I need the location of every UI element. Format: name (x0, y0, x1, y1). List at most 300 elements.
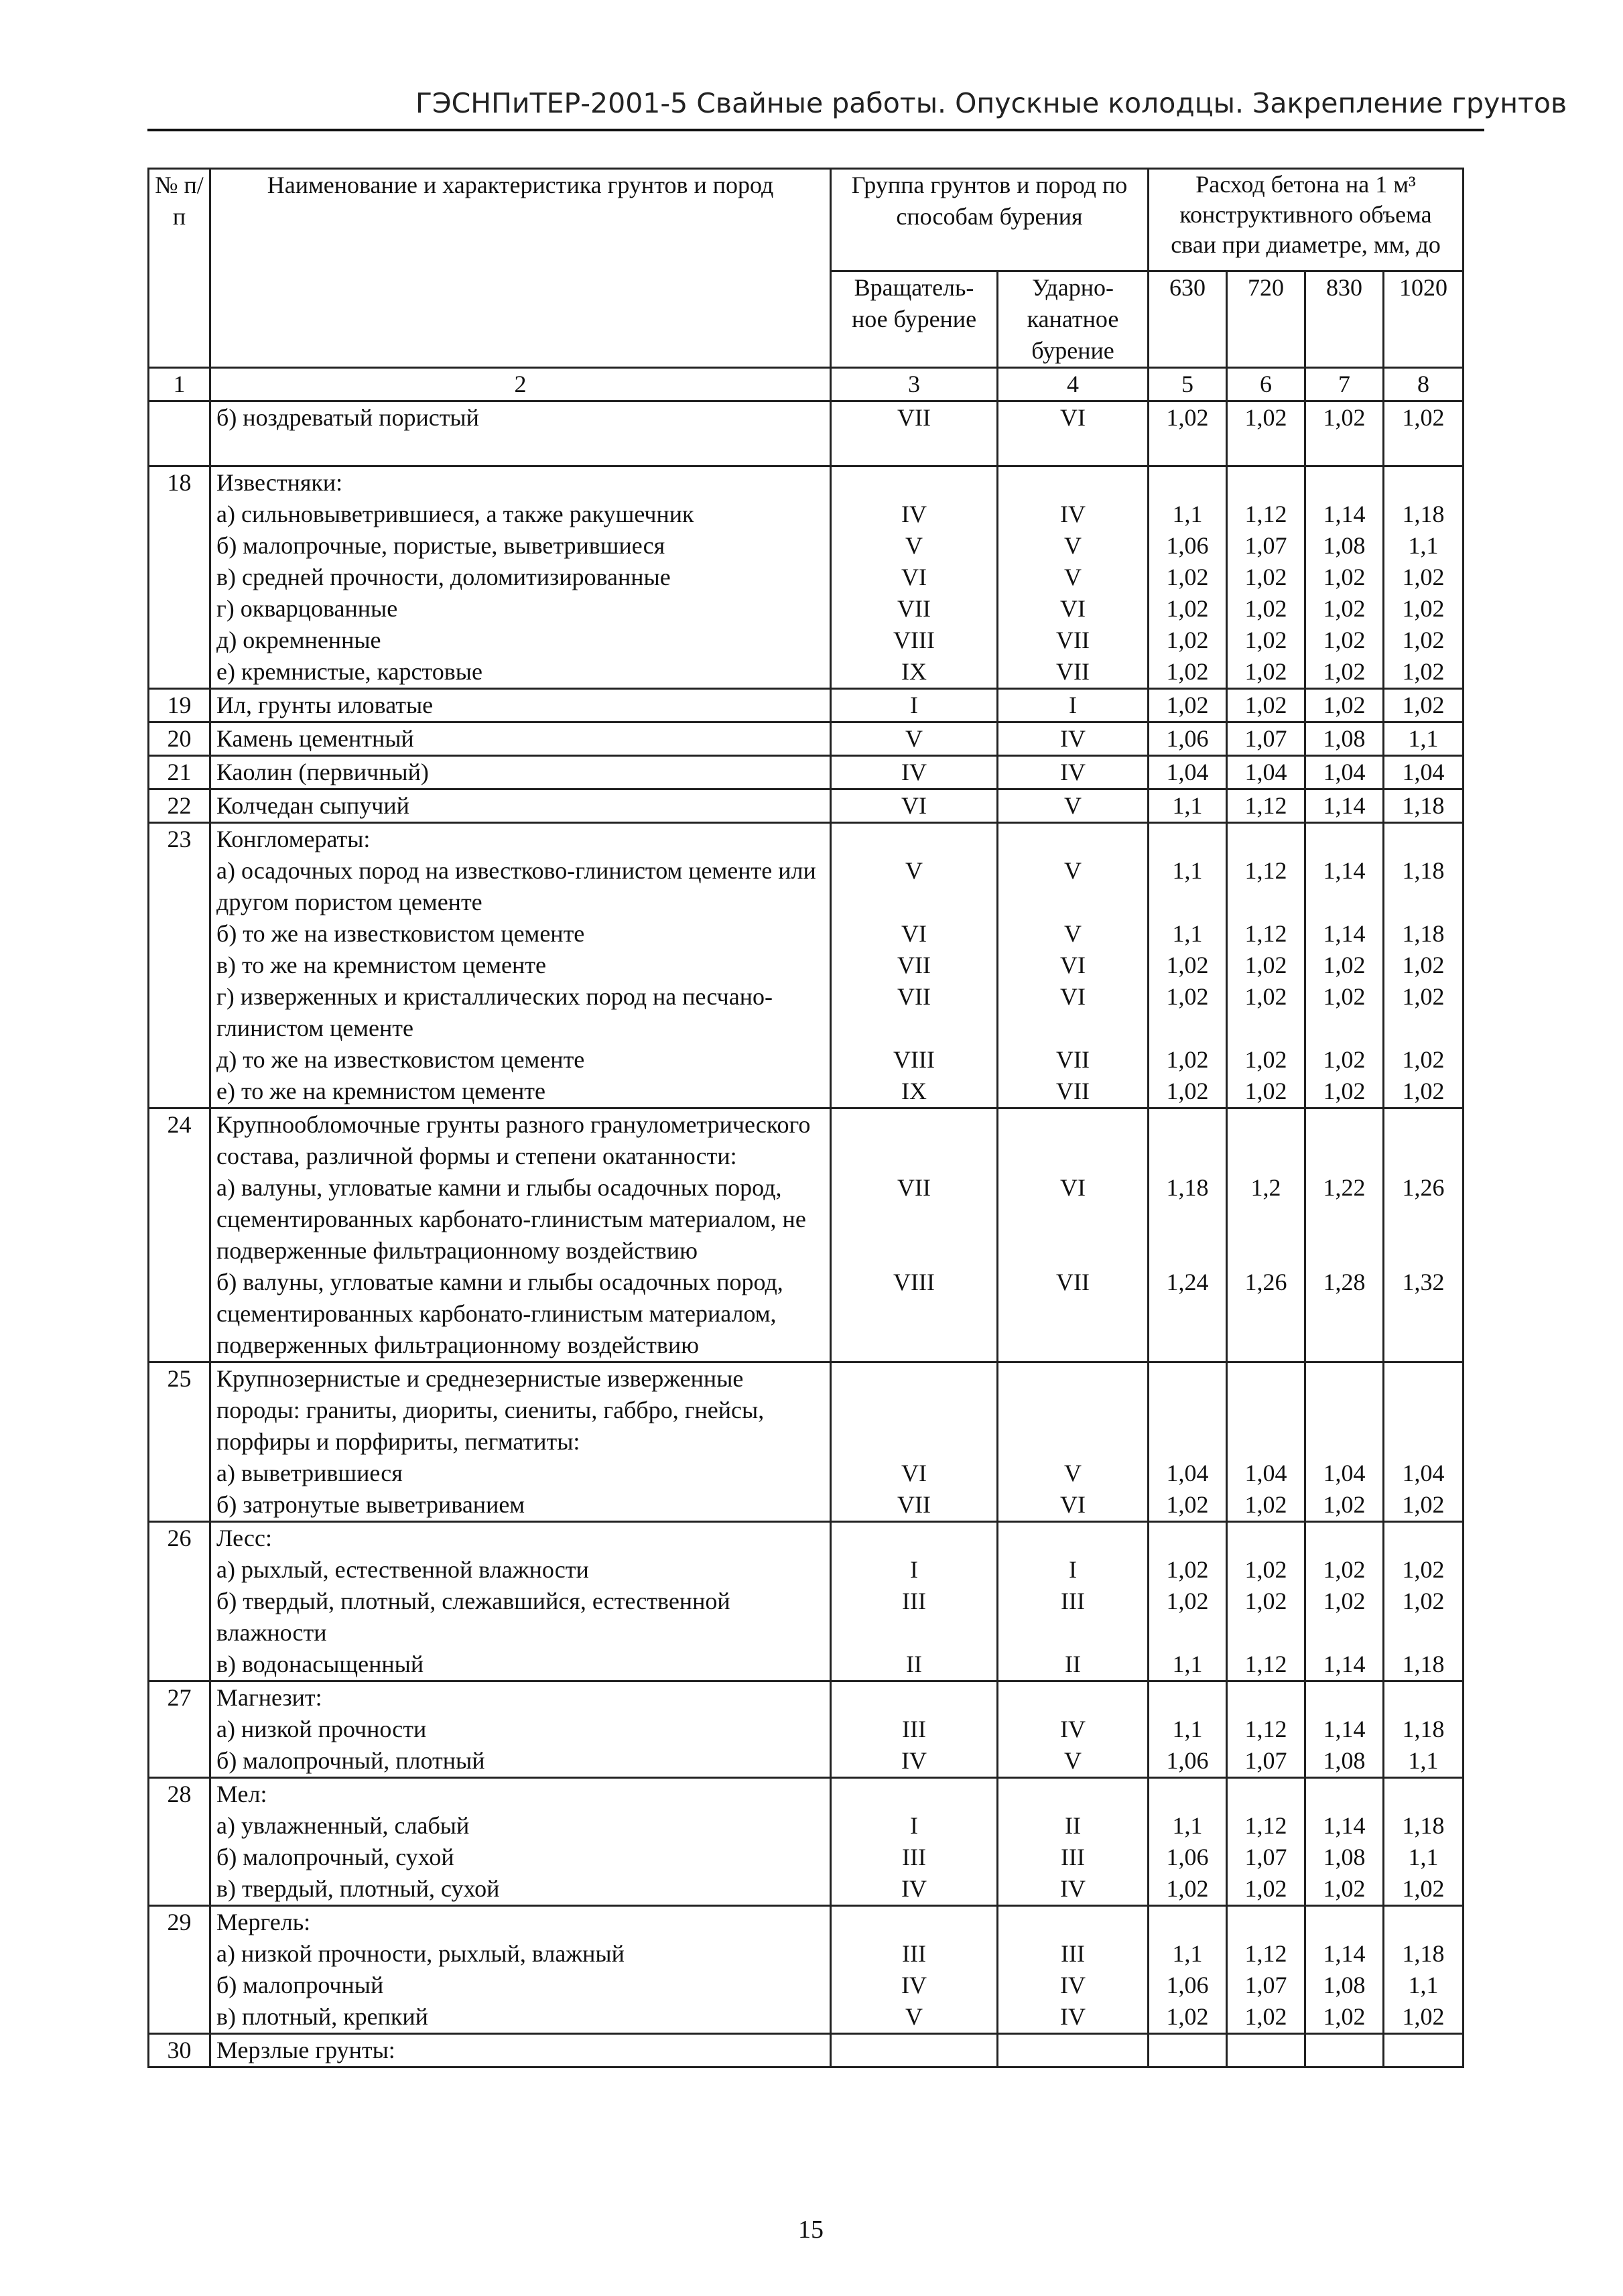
row-number (149, 1938, 210, 1970)
row-d630 (1149, 434, 1227, 466)
table-row (149, 1267, 1464, 1362)
row-number: 25 (149, 1362, 210, 1458)
row-number: 27 (149, 1681, 210, 1714)
row-number (149, 1970, 210, 2001)
row-d1020: 1,18 (1384, 1938, 1464, 1970)
row-name: а) увлажненный, слабый (210, 1810, 831, 1842)
row-name: в) плотный, крепкий (210, 2001, 831, 2034)
row-percussion: IV (998, 1714, 1149, 1745)
row-d720: 1,12 (1227, 1714, 1305, 1745)
row-d1020: 1,18 (1384, 1810, 1464, 1842)
col-number: 6 (1227, 368, 1305, 401)
row-percussion: II (998, 1649, 1149, 1681)
row-d720: 1,07 (1227, 1970, 1305, 2001)
row-number: 19 (149, 689, 210, 722)
row-number (149, 656, 210, 689)
row-d1020: 1,18 (1384, 1649, 1464, 1681)
row-d720: 1,02 (1227, 1554, 1305, 1586)
row-rotary (831, 1522, 998, 1555)
header-rotary: Вращатель-ное бурение (831, 271, 998, 368)
row-d630: 1,02 (1149, 981, 1227, 1044)
row-percussion: VII (998, 625, 1149, 656)
row-d1020 (1384, 1906, 1464, 1939)
row-d830: 1,28 (1305, 1267, 1384, 1362)
row-d1020: 1,02 (1384, 981, 1464, 1044)
row-name: Ил, грунты иловатые (210, 689, 831, 722)
row-name: Крупнообломочные грунты разного гранулометрического состава, различной формы и степени окатанности: (210, 1108, 831, 1173)
row-rotary: V (831, 855, 998, 918)
row-d830: 1,04 (1305, 1458, 1384, 1489)
row-d720 (1227, 466, 1305, 499)
row-d720: 1,07 (1227, 1745, 1305, 1778)
row-d830 (1305, 434, 1384, 466)
row-d630: 1,02 (1149, 1044, 1227, 1076)
row-d1020: 1,02 (1384, 593, 1464, 625)
row-percussion: VI (998, 950, 1149, 981)
row-rotary: VII (831, 401, 998, 434)
row-d830: 1,08 (1305, 1745, 1384, 1778)
row-name: Камень цементный (210, 722, 831, 756)
row-d1020: 1,18 (1384, 789, 1464, 823)
row-d630: 1,02 (1149, 625, 1227, 656)
row-d830: 1,02 (1305, 950, 1384, 981)
row-percussion: V (998, 918, 1149, 950)
row-name: Мергель: (210, 1906, 831, 1939)
row-rotary: V (831, 722, 998, 756)
table-row (149, 625, 1464, 656)
row-rotary: I (831, 1554, 998, 1586)
row-d630: 1,06 (1149, 1842, 1227, 1873)
row-d630: 1,1 (1149, 855, 1227, 918)
row-d720 (1227, 1681, 1305, 1714)
row-d630: 1,1 (1149, 918, 1227, 950)
soil-concrete-table (147, 168, 1464, 2068)
row-d720: 1,12 (1227, 1938, 1305, 1970)
row-d630 (1149, 466, 1227, 499)
row-d1020: 1,04 (1384, 756, 1464, 789)
table-row (149, 499, 1464, 530)
row-percussion: IV (998, 722, 1149, 756)
row-d1020: 1,04 (1384, 1458, 1464, 1489)
row-d1020: 1,02 (1384, 1044, 1464, 1076)
row-d720: 1,02 (1227, 562, 1305, 593)
row-number (149, 1044, 210, 1076)
table-row (149, 1586, 1464, 1649)
table-row (149, 2034, 1464, 2067)
row-d720: 1,02 (1227, 1873, 1305, 1906)
header-d830: 830 (1305, 271, 1384, 368)
row-d630: 1,06 (1149, 1745, 1227, 1778)
row-percussion: VII (998, 1044, 1149, 1076)
row-d830: 1,02 (1305, 656, 1384, 689)
row-d1020: 1,02 (1384, 1554, 1464, 1586)
table-row (149, 1681, 1464, 1714)
row-name: г) изверженных и кристаллических пород на песчано-глинистом цементе (210, 981, 831, 1044)
header-name: Наименование и характеристика грунтов и пород (210, 169, 831, 368)
row-d830: 1,14 (1305, 855, 1384, 918)
table-row (149, 855, 1464, 918)
row-percussion: V (998, 562, 1149, 593)
row-rotary: V (831, 530, 998, 562)
row-d830: 1,02 (1305, 1489, 1384, 1522)
row-d630 (1149, 1362, 1227, 1458)
row-d1020 (1384, 823, 1464, 856)
row-d630: 1,1 (1149, 1714, 1227, 1745)
row-rotary (831, 466, 998, 499)
row-percussion: III (998, 1842, 1149, 1873)
table-row (149, 1172, 1464, 1267)
row-d720: 1,02 (1227, 593, 1305, 625)
row-rotary (831, 1362, 998, 1458)
row-rotary: IX (831, 1076, 998, 1108)
row-rotary: VIII (831, 625, 998, 656)
row-name: а) выветрившиеся (210, 1458, 831, 1489)
row-d1020: 1,02 (1384, 1076, 1464, 1108)
row-d830: 1,14 (1305, 499, 1384, 530)
row-percussion: VI (998, 401, 1149, 434)
table-row (149, 918, 1464, 950)
row-d720 (1227, 1108, 1305, 1173)
table-row (149, 1362, 1464, 1458)
row-d830: 1,02 (1305, 689, 1384, 722)
row-d630: 1,1 (1149, 789, 1227, 823)
row-number: 24 (149, 1108, 210, 1173)
row-rotary: IV (831, 1745, 998, 1778)
row-name: е) то же на кремнистом цементе (210, 1076, 831, 1108)
row-d830 (1305, 2034, 1384, 2067)
header-d630: 630 (1149, 271, 1227, 368)
row-d830: 1,02 (1305, 2001, 1384, 2034)
row-d1020 (1384, 1681, 1464, 1714)
header-concrete: Расход бетона на 1 м³ конструктивного объема сваи при диаметре, мм, до (1149, 169, 1464, 271)
row-name: б) валуны, угловатые камни и глыбы осадочных пород, сцементированных карбонато-глинистым материалом, подверженных фильтрационному воздействию (210, 1267, 831, 1362)
row-percussion: VI (998, 1489, 1149, 1522)
header-group: Группа грунтов и пород по способам бурения (831, 169, 1149, 271)
row-number (149, 2001, 210, 2034)
row-d830: 1,14 (1305, 1649, 1384, 1681)
row-percussion: V (998, 530, 1149, 562)
row-d630: 1,02 (1149, 1586, 1227, 1649)
row-d630: 1,06 (1149, 530, 1227, 562)
row-d720 (1227, 1362, 1305, 1458)
table-row (149, 1649, 1464, 1681)
row-d1020 (1384, 1362, 1464, 1458)
row-number (149, 1714, 210, 1745)
table-row (149, 981, 1464, 1044)
row-d1020 (1384, 434, 1464, 466)
row-percussion (998, 434, 1149, 466)
row-d830: 1,08 (1305, 1842, 1384, 1873)
row-d630 (1149, 1681, 1227, 1714)
row-rotary: III (831, 1938, 998, 1970)
table-row (149, 1714, 1464, 1745)
row-d830: 1,02 (1305, 1044, 1384, 1076)
row-d720 (1227, 1906, 1305, 1939)
row-number (149, 401, 210, 434)
row-d720: 1,07 (1227, 722, 1305, 756)
page-header-title: ГЭСНПиТЕР-2001-5 Свайные работы. Опускные колодцы. Закрепление грунтов (415, 87, 1567, 119)
row-rotary (831, 434, 998, 466)
row-name: б) ноздреватый пористый (210, 401, 831, 434)
row-d720 (1227, 2034, 1305, 2067)
row-d720: 1,12 (1227, 789, 1305, 823)
row-rotary (831, 1681, 998, 1714)
row-d830: 1,02 (1305, 981, 1384, 1044)
row-name: в) твердый, плотный, сухой (210, 1873, 831, 1906)
row-d630: 1,02 (1149, 593, 1227, 625)
row-percussion (998, 2034, 1149, 2067)
row-d630: 1,24 (1149, 1267, 1227, 1362)
col-number: 2 (210, 368, 831, 401)
row-number: 29 (149, 1906, 210, 1939)
row-name: а) рыхлый, естественной влажности (210, 1554, 831, 1586)
col-number: 8 (1384, 368, 1464, 401)
table-row (149, 466, 1464, 499)
row-d720: 1,02 (1227, 1044, 1305, 1076)
row-number (149, 1172, 210, 1267)
row-d720 (1227, 1778, 1305, 1811)
row-d830: 1,08 (1305, 1970, 1384, 2001)
row-number: 30 (149, 2034, 210, 2067)
row-d720: 1,07 (1227, 530, 1305, 562)
row-d720: 1,02 (1227, 2001, 1305, 2034)
col-number: 7 (1305, 368, 1384, 401)
row-number (149, 918, 210, 950)
row-d630: 1,1 (1149, 1810, 1227, 1842)
row-d630: 1,1 (1149, 1649, 1227, 1681)
row-percussion (998, 1906, 1149, 1939)
row-number (149, 950, 210, 981)
row-number (149, 1745, 210, 1778)
row-d720: 1,02 (1227, 1489, 1305, 1522)
row-d630 (1149, 1522, 1227, 1555)
row-rotary (831, 823, 998, 856)
table-row (149, 1970, 1464, 2001)
row-percussion (998, 466, 1149, 499)
row-name: Каолин (первичный) (210, 756, 831, 789)
row-d830 (1305, 823, 1384, 856)
row-d630: 1,04 (1149, 1458, 1227, 1489)
row-d720: 1,02 (1227, 950, 1305, 981)
row-d720: 1,04 (1227, 1458, 1305, 1489)
row-d630: 1,02 (1149, 689, 1227, 722)
row-percussion (998, 1522, 1149, 1555)
row-d630: 1,02 (1149, 950, 1227, 981)
row-percussion: VII (998, 1267, 1149, 1362)
row-d720: 1,02 (1227, 401, 1305, 434)
row-rotary: IV (831, 1873, 998, 1906)
row-d720: 1,12 (1227, 855, 1305, 918)
row-name: Конгломераты: (210, 823, 831, 856)
row-d1020: 1,1 (1384, 722, 1464, 756)
row-rotary: VII (831, 1489, 998, 1522)
row-rotary: VII (831, 1172, 998, 1267)
row-d630: 1,02 (1149, 1554, 1227, 1586)
row-number (149, 1810, 210, 1842)
row-rotary: III (831, 1586, 998, 1649)
header-d720: 720 (1227, 271, 1305, 368)
row-name: б) твердый, плотный, слежавшийся, естественной влажности (210, 1586, 831, 1649)
row-d630: 1,02 (1149, 2001, 1227, 2034)
row-number (149, 1267, 210, 1362)
row-percussion (998, 1681, 1149, 1714)
row-name: Магнезит: (210, 1681, 831, 1714)
row-number (149, 1489, 210, 1522)
row-d630: 1,06 (1149, 1970, 1227, 2001)
row-number (149, 562, 210, 593)
table-row (149, 789, 1464, 823)
row-rotary: III (831, 1714, 998, 1745)
row-rotary: V (831, 2001, 998, 2034)
row-name: в) то же на кремнистом цементе (210, 950, 831, 981)
row-number (149, 1873, 210, 1906)
row-d630: 1,02 (1149, 1489, 1227, 1522)
row-name: б) малопрочный, плотный (210, 1745, 831, 1778)
table-row (149, 1873, 1464, 1906)
row-number (149, 434, 210, 466)
row-name: Известняки: (210, 466, 831, 499)
row-rotary: I (831, 1810, 998, 1842)
row-number (149, 593, 210, 625)
row-d830: 1,14 (1305, 1810, 1384, 1842)
row-name: е) кремнистые, карстовые (210, 656, 831, 689)
row-rotary (831, 2034, 998, 2067)
row-number (149, 1842, 210, 1873)
row-name: в) средней прочности, доломитизированные (210, 562, 831, 593)
table-row (149, 1778, 1464, 1811)
row-d720: 1,02 (1227, 1076, 1305, 1108)
row-name (210, 434, 831, 466)
row-name: д) окремненные (210, 625, 831, 656)
row-d1020: 1,02 (1384, 1586, 1464, 1649)
row-name: б) малопрочные, пористые, выветрившиеся (210, 530, 831, 562)
row-number (149, 1076, 210, 1108)
row-rotary: IV (831, 756, 998, 789)
row-name: б) малопрочный, сухой (210, 1842, 831, 1873)
row-d720 (1227, 1522, 1305, 1555)
row-d720: 1,2 (1227, 1172, 1305, 1267)
row-d1020: 1,02 (1384, 401, 1464, 434)
row-d1020: 1,02 (1384, 1873, 1464, 1906)
row-number (149, 981, 210, 1044)
table-row (149, 1810, 1464, 1842)
row-d1020: 1,1 (1384, 1745, 1464, 1778)
row-name: б) затронутые выветриванием (210, 1489, 831, 1522)
row-rotary (831, 1906, 998, 1939)
row-d1020: 1,18 (1384, 1714, 1464, 1745)
header-percussion: Ударно-канатное бурение (998, 271, 1149, 368)
row-d830 (1305, 1906, 1384, 1939)
row-d720: 1,02 (1227, 625, 1305, 656)
row-percussion: V (998, 789, 1149, 823)
row-rotary (831, 1108, 998, 1173)
table-row (149, 689, 1464, 722)
row-number: 23 (149, 823, 210, 856)
header-rule (147, 129, 1484, 131)
row-d630 (1149, 1906, 1227, 1939)
row-percussion: III (998, 1586, 1149, 1649)
row-name: а) валуны, угловатые камни и глыбы осадочных пород, сцементированных карбонато-глинистым материалом, не подверженные фильтрационному воздействию (210, 1172, 831, 1267)
row-d630 (1149, 1778, 1227, 1811)
table-row (149, 1522, 1464, 1555)
row-number (149, 1586, 210, 1649)
row-number (149, 530, 210, 562)
table-row (149, 1108, 1464, 1173)
row-percussion: II (998, 1810, 1149, 1842)
table-row (149, 656, 1464, 689)
row-percussion: III (998, 1938, 1149, 1970)
row-percussion (998, 1778, 1149, 1811)
row-rotary: VI (831, 1458, 998, 1489)
row-name: д) то же на известковистом цементе (210, 1044, 831, 1076)
row-rotary: I (831, 689, 998, 722)
row-d720: 1,12 (1227, 918, 1305, 950)
table-row (149, 1906, 1464, 1939)
row-d830: 1,02 (1305, 401, 1384, 434)
row-number (149, 625, 210, 656)
row-d830: 1,02 (1305, 1554, 1384, 1586)
row-d1020: 1,02 (1384, 689, 1464, 722)
row-d1020: 1,02 (1384, 2001, 1464, 2034)
row-rotary: VII (831, 950, 998, 981)
row-d830: 1,14 (1305, 1714, 1384, 1745)
row-d630: 1,04 (1149, 756, 1227, 789)
row-d630: 1,1 (1149, 1938, 1227, 1970)
row-d720: 1,02 (1227, 656, 1305, 689)
row-d630: 1,1 (1149, 499, 1227, 530)
page-number: 15 (798, 2216, 824, 2244)
col-number: 1 (149, 368, 210, 401)
row-percussion: VI (998, 1172, 1149, 1267)
row-percussion: I (998, 1554, 1149, 1586)
table-row (149, 593, 1464, 625)
row-name: Крупнозернистые и среднезернистые изверженные породы: граниты, диориты, сиениты, габбро, гнейсы, порфиры и порфириты, пегматиты: (210, 1362, 831, 1458)
row-d720: 1,04 (1227, 756, 1305, 789)
row-d630 (1149, 823, 1227, 856)
row-d720: 1,02 (1227, 1586, 1305, 1649)
row-name: а) сильновыветрившиеся, а также ракушечник (210, 499, 831, 530)
table-row (149, 950, 1464, 981)
row-percussion: VII (998, 1076, 1149, 1108)
row-d830 (1305, 1522, 1384, 1555)
table-row (149, 1745, 1464, 1778)
row-percussion: IV (998, 1873, 1149, 1906)
row-d630: 1,02 (1149, 1076, 1227, 1108)
row-number: 18 (149, 466, 210, 499)
row-d1020: 1,02 (1384, 950, 1464, 981)
row-d630 (1149, 2034, 1227, 2067)
row-d830 (1305, 1681, 1384, 1714)
row-number (149, 1458, 210, 1489)
row-d1020: 1,02 (1384, 562, 1464, 593)
row-percussion: VI (998, 981, 1149, 1044)
header-num: № п/п (149, 169, 210, 368)
row-rotary: VI (831, 562, 998, 593)
row-number: 28 (149, 1778, 210, 1811)
row-d830: 1,08 (1305, 722, 1384, 756)
row-name: Колчедан сыпучий (210, 789, 831, 823)
row-percussion (998, 823, 1149, 856)
table-row (149, 1554, 1464, 1586)
row-number (149, 499, 210, 530)
table-row (149, 756, 1464, 789)
table-row (149, 401, 1464, 434)
table-row (149, 722, 1464, 756)
row-d720: 1,12 (1227, 1810, 1305, 1842)
table-row (149, 2001, 1464, 2034)
header-d1020: 1020 (1384, 271, 1464, 368)
table-row (149, 1938, 1464, 1970)
